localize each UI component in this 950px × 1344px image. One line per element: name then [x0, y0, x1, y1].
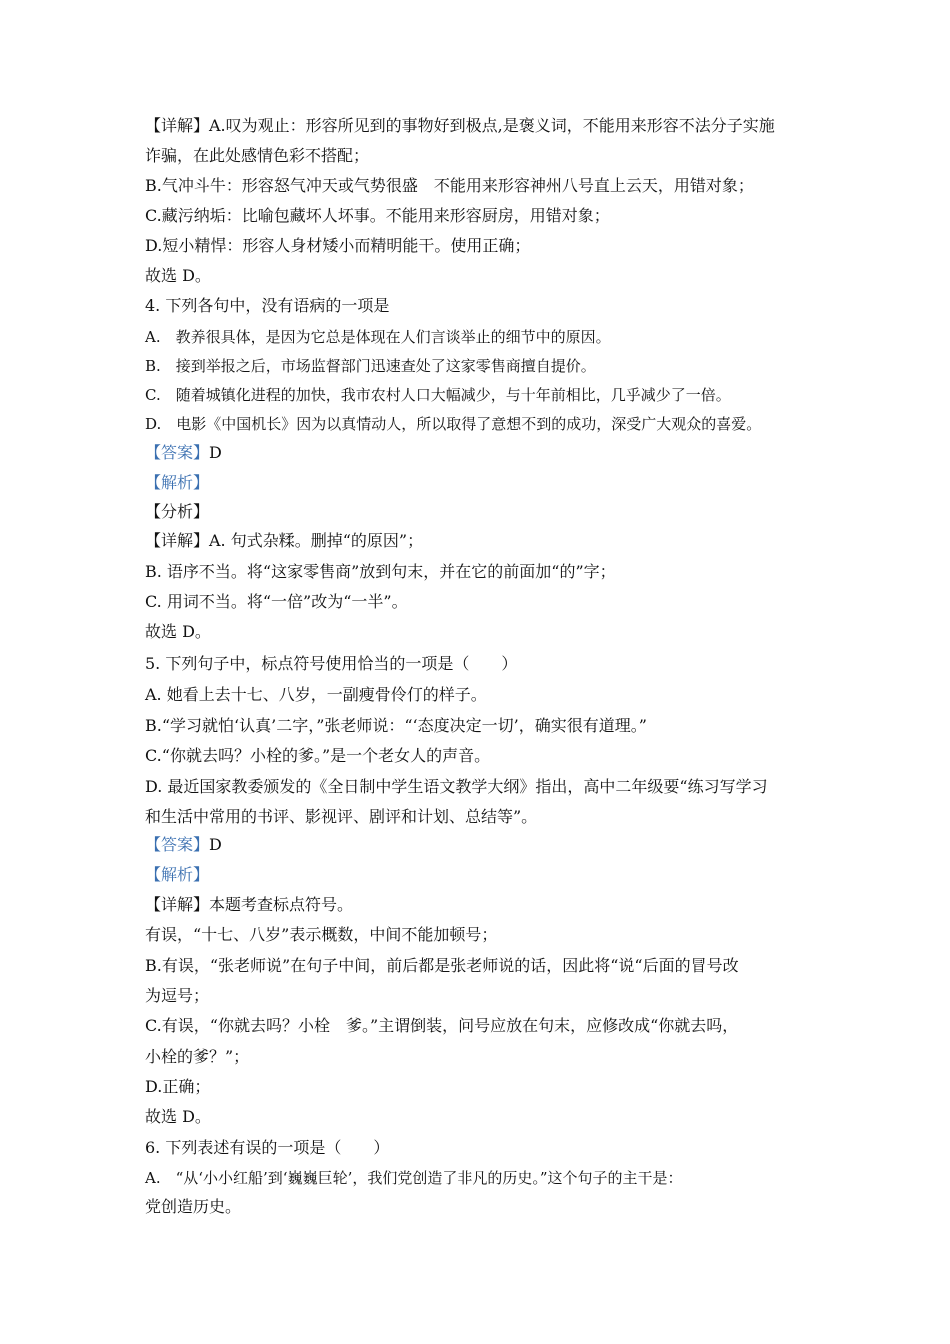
text-line: B. 语序不当。将“这家零售商”放到句末，并在它的前面加“的”字；: [145, 562, 616, 581]
analysis-label: 【解析】: [145, 473, 210, 492]
text-line: 有误，“十七、八岁”表示概数，中间不能加顿号；: [145, 925, 498, 944]
text-line: 【详解】A. 句式杂糅。删掉“的原因”；: [145, 531, 424, 550]
text-line: D.短小精悍：形容人身材矮小而精明能干。使用正确；: [145, 236, 531, 255]
text-line: B.有误，“张老师说”在句子中间，前后都是张老师说的话，因此将“说“后面的冒号改: [145, 956, 739, 975]
option-b: B.“学习就怕‘认真’二字，”张老师说：“‘态度决定一切’，确实很有道理。”: [145, 716, 647, 735]
answer-line: [145, 442, 222, 464]
option-d: D. 最近国家教委颁发的《全日制中学生语文教学大纲》指出，高中二年级要“练习写学习: [145, 777, 768, 796]
text-line: 为逗号；: [145, 986, 210, 1005]
question-6-stem: 6. 下列表述有误的一项是（ ）: [145, 1138, 390, 1157]
text-line: 【详解】本题考查标点符号。: [145, 895, 354, 914]
text-line: 故选 D。: [145, 1107, 211, 1126]
text-line: C.藏污纳垢：比喻包藏坏人坏事。不能用来形容厨房，用错对象；: [145, 206, 610, 225]
text-line: 小栓的爹？”；: [145, 1047, 250, 1066]
text-line: D.正确；: [145, 1077, 211, 1096]
question-5-stem: 5. 下列句子中，标点符号使用恰当的一项是（ ）: [145, 654, 518, 673]
text-line: 党创造历史。: [145, 1197, 242, 1216]
analysis-label: 【解析】: [145, 865, 210, 884]
text-line: 故选 D。: [145, 622, 211, 641]
answer-value: D: [209, 443, 222, 462]
text-line: 故选 D。: [145, 266, 211, 285]
text-line: 【详解】A.叹为观止：形容所见到的事物好到极点,是褒义词，不能用来形容不法分子实施: [145, 116, 775, 135]
option-c: C.“你就去吗？小栓的爹。”是一个老女人的声音。: [145, 746, 491, 765]
answer-value: D: [209, 835, 222, 854]
option-a: A. 教养很具体，是因为它总是体现在人们言谈举止的细节中的原因。: [145, 328, 611, 346]
option-a: A. 她看上去十七、八岁，一副瘦骨伶仃的样子。: [145, 685, 487, 704]
answer-line: [145, 834, 222, 856]
text-line: C. 用词不当。将“一倍”改为“一半”。: [145, 592, 408, 611]
text-line: 诈骗，在此处感情色彩不搭配；: [145, 146, 370, 165]
text-line: 【分析】: [145, 502, 210, 521]
text-line: C.有误，“你就去吗？小栓 爹。”主谓倒装，问号应放在句末，应修改成“你就去吗，: [145, 1016, 739, 1035]
option-b: B. 接到举报之后，市场监督部门迅速查处了这家零售商擅自提价。: [145, 357, 596, 375]
text-line: 和生活中常用的书评、影视评、剧评和计划、总结等”。: [145, 807, 538, 826]
option-c: C. 随着城镇化进程的加快，我市农村人口大幅减少，与十年前相比，几乎减少了一倍。: [145, 386, 731, 404]
option-a: A. “从‘小小红船’到‘巍巍巨轮’，我们党创造了非凡的历史。”这个句子的主干是：: [145, 1169, 683, 1187]
answer-label: 【答案】: [145, 835, 210, 854]
text-line: B.气冲斗牛：形容怒气冲天或气势很盛 不能用来形容神州八号直上云天，用错对象；: [145, 176, 754, 195]
option-d: D. 电影《中国机长》因为以真情动人，所以取得了意想不到的成功，深受广大观众的喜爱。: [145, 415, 762, 433]
question-4-stem: 4. 下列各句中，没有语病的一项是: [145, 296, 390, 315]
answer-label: 【答案】: [145, 443, 210, 462]
